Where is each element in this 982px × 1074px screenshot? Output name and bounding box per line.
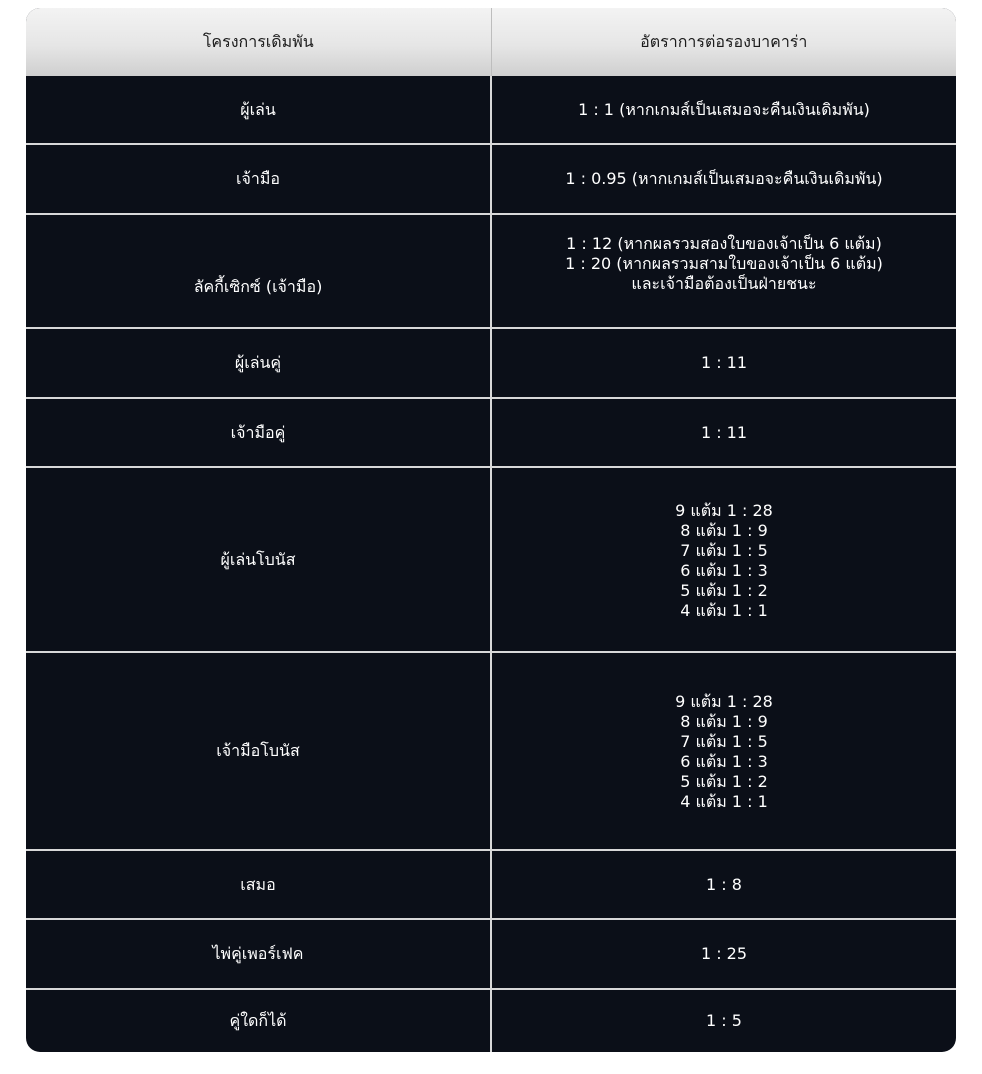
odds-line: 9 แต้ม 1 : 28 <box>675 692 773 711</box>
odds-cell <box>491 850 956 919</box>
odds-line: 4 แต้ม 1 : 1 <box>680 600 768 620</box>
table-header <box>26 8 956 76</box>
odds-line: 6 แต้ม 1 : 3 <box>680 752 768 771</box>
odds-cell <box>491 467 956 652</box>
odds-line: 1 : 0.95 (หากเกมส์เป็นเสมอจะคืนเงินเดิมพัน) <box>565 169 883 188</box>
header-row <box>26 8 956 76</box>
odds-line: 1 : 12 (หากผลรวมสองใบของเจ้าเป็น 6 แต้ม) <box>566 234 882 253</box>
odds-line: 5 แต้ม 1 : 2 <box>680 772 768 791</box>
table-row <box>26 144 956 214</box>
odds-line: 9 แต้ม 1 : 28 <box>675 500 773 520</box>
table-body <box>26 76 956 1052</box>
odds-line: 1 : 20 (หากผลรวมสามใบของเจ้าเป็น 6 แต้ม) <box>565 254 883 273</box>
table-row <box>26 328 956 398</box>
odds-line: 1 : 25 <box>700 944 748 963</box>
odds-table <box>26 8 956 1052</box>
odds-line: 8 แต้ม 1 : 9 <box>680 520 768 540</box>
bet-name-cell: เจ้ามือ <box>26 144 491 214</box>
odds-cell <box>491 76 956 144</box>
table-row <box>26 850 956 919</box>
table-row <box>26 398 956 467</box>
odds-line: 1 : 1 (หากเกมส์เป็นเสมอจะคืนเงินเดิมพัน) <box>578 99 870 119</box>
bet-name-cell: ผู้เล่น <box>240 99 276 119</box>
table-row <box>26 652 956 850</box>
table-row <box>26 467 956 652</box>
odds-line: 6 แต้ม 1 : 3 <box>680 560 768 580</box>
odds-line: 7 แต้ม 1 : 5 <box>680 540 768 560</box>
odds-cell <box>491 398 956 467</box>
header-odds: อัตราการต่อรองบาคาร่า <box>491 8 956 76</box>
odds-line: 7 แต้ม 1 : 5 <box>680 732 768 751</box>
odds-line: 8 แต้ม 1 : 9 <box>680 712 768 731</box>
bet-name-cell: เจ้ามือคู่ <box>26 398 491 467</box>
table-row <box>26 76 956 144</box>
table-row <box>26 989 956 1052</box>
odds-line: 1 : 11 <box>700 353 748 372</box>
table-row <box>26 214 956 328</box>
odds-line: 4 แต้ม 1 : 1 <box>680 792 768 811</box>
baccarat-odds-table <box>26 8 956 1052</box>
table-row <box>26 919 956 989</box>
odds-cell <box>491 989 956 1052</box>
odds-line: 1 : 8 <box>706 874 742 894</box>
bet-name-cell: ไพ่คู่เพอร์เฟค <box>26 919 491 989</box>
header-bet-type: โครงการเดิมพัน <box>26 8 491 76</box>
odds-cell <box>491 919 956 989</box>
odds-cell <box>491 144 956 214</box>
bet-name-cell: เจ้ามือโบนัส <box>26 652 491 850</box>
bet-name-cell: เสมอ <box>26 850 491 919</box>
bet-name-cell: ลัคกี้เซิกซ์ (เจ้ามือ) <box>26 214 491 328</box>
bet-name-cell: ผู้เล่นคู่ <box>26 328 491 398</box>
odds-cell <box>491 652 956 850</box>
bet-name-cell: ผู้เล่นโบนัส <box>26 467 491 652</box>
odds-line: 1 : 11 <box>700 422 748 442</box>
odds-line: 5 แต้ม 1 : 2 <box>680 580 768 600</box>
bet-name-cell: คู่ใดก็ได้ <box>26 989 491 1052</box>
odds-cell <box>491 214 956 328</box>
odds-line: และเจ้ามือต้องเป็นฝ่ายชนะ <box>631 274 817 293</box>
odds-cell <box>491 328 956 398</box>
odds-line: 1 : 5 <box>706 1011 742 1030</box>
